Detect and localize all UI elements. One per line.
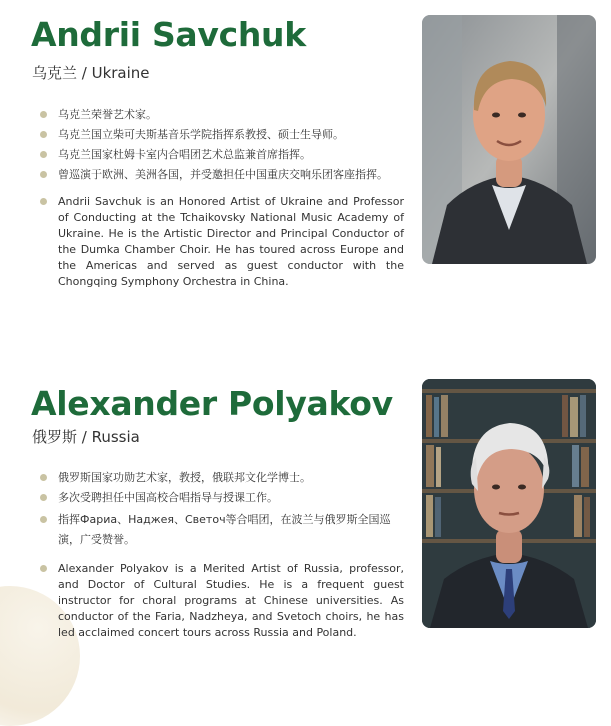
list-item: 乌克兰国立柴可夫斯基音乐学院指挥系教授、硕士生导师。 bbox=[38, 127, 404, 143]
profile-points bbox=[38, 470, 404, 641]
portrait-photo bbox=[422, 379, 596, 628]
list-item: 指挥Фариа、Наджея、Светоч等合唱团，在波兰与俄罗斯全国巡演，广受赞誉。 bbox=[38, 510, 404, 550]
person-name: Alexander Polyakov bbox=[31, 384, 393, 423]
list-item: 乌克兰荣誉艺术家。 bbox=[38, 107, 404, 123]
portrait-photo bbox=[422, 15, 596, 264]
list-item: 曾巡演于欧洲、美洲各国，并受邀担任中国重庆交响乐团客座指挥。 bbox=[38, 167, 404, 183]
bullet-icon bbox=[40, 111, 47, 118]
list-item: 多次受聘担任中国高校合唱指导与授课工作。 bbox=[38, 490, 404, 506]
bullet-icon bbox=[40, 198, 47, 205]
list-item: 乌克兰国家杜姆卡室内合唱团艺术总监兼首席指挥。 bbox=[38, 147, 404, 163]
bio-paragraph: Alexander Polyakov is a Merited Artist of Russia, professor, and Doctor of Cultural Studies. He is a frequent guest instructor for choral programs at Chinese universities. As conductor of the Faria, Nadzheya, and Svetoch choirs, he has led acclaimed concert tours across Russia and Poland. bbox=[38, 561, 404, 641]
bullet-icon bbox=[40, 474, 47, 481]
bio-paragraph: Andrii Savchuk is an Honored Artist of Ukraine and Professor of Conducting at the Tchaikovsky National Music Academy of Ukraine. He is the Artistic Director and Principal Conductor of the Dumka Chamber Choir. He has toured across Europe and the Americas and served as guest conductor with the Chongqing Symphony Orchestra in China. bbox=[38, 194, 404, 290]
person-origin: 乌克兰 / Ukraine bbox=[32, 64, 150, 82]
bullet-icon bbox=[40, 565, 47, 572]
portrait-andrii-savchuk bbox=[422, 15, 596, 264]
bullet-icon bbox=[40, 516, 47, 523]
profile-points bbox=[38, 107, 404, 290]
bullet-icon bbox=[40, 171, 47, 178]
bullet-icon bbox=[40, 494, 47, 501]
bullet-icon bbox=[40, 151, 47, 158]
portrait-alexander-polyakov bbox=[422, 379, 596, 628]
list-item: 俄罗斯国家功勋艺术家，教授，俄联邦文化学博士。 bbox=[38, 470, 404, 486]
person-origin: 俄罗斯 / Russia bbox=[32, 428, 140, 446]
person-name: Andrii Savchuk bbox=[31, 15, 306, 54]
bullet-icon bbox=[40, 131, 47, 138]
